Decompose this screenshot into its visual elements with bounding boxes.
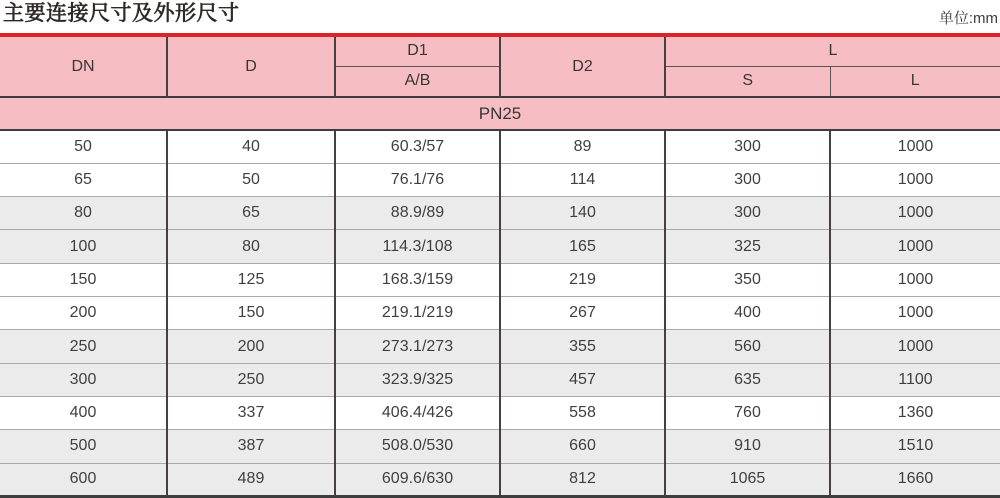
cell-d1: 76.1/76 <box>335 163 500 196</box>
cell-d: 337 <box>167 397 335 430</box>
cell-s: 300 <box>665 163 830 196</box>
cell-dn: 500 <box>0 430 167 463</box>
table-body <box>0 130 1000 497</box>
cell-l: 1000 <box>830 263 1000 296</box>
cell-d: 125 <box>167 263 335 296</box>
cell-l: 1000 <box>830 330 1000 363</box>
pressure-class-row <box>0 97 1000 130</box>
col-header-d: D <box>167 35 335 97</box>
cell-d2: 812 <box>500 463 665 496</box>
cell-d: 40 <box>167 130 335 163</box>
cell-s: 300 <box>665 130 830 163</box>
cell-l: 1000 <box>830 297 1000 330</box>
cell-d: 489 <box>167 463 335 496</box>
cell-d1: 88.9/89 <box>335 197 500 230</box>
col-header-dn: DN <box>0 35 167 97</box>
cell-s: 300 <box>665 197 830 230</box>
table-row <box>0 397 1000 430</box>
cell-d: 150 <box>167 297 335 330</box>
table-row <box>0 197 1000 230</box>
cell-d1: 114.3/108 <box>335 230 500 263</box>
cell-d1: 168.3/159 <box>335 263 500 296</box>
cell-d2: 267 <box>500 297 665 330</box>
cell-d1: 609.6/630 <box>335 463 500 496</box>
page-header <box>0 0 1000 33</box>
cell-dn: 150 <box>0 263 167 296</box>
cell-dn: 65 <box>0 163 167 196</box>
cell-d1: 323.9/325 <box>335 363 500 396</box>
cell-d1: 406.4/426 <box>335 397 500 430</box>
table-row <box>0 330 1000 363</box>
cell-d1: 60.3/57 <box>335 130 500 163</box>
page-title: 主要连接尺寸及外形尺寸 <box>3 2 240 25</box>
cell-dn: 250 <box>0 330 167 363</box>
cell-d: 387 <box>167 430 335 463</box>
cell-d2: 140 <box>500 197 665 230</box>
cell-d2: 219 <box>500 263 665 296</box>
cell-s: 910 <box>665 430 830 463</box>
table-header <box>0 35 1000 130</box>
cell-l: 1100 <box>830 363 1000 396</box>
cell-d2: 355 <box>500 330 665 363</box>
col-header-l-group: L <box>665 35 1000 66</box>
cell-d: 50 <box>167 163 335 196</box>
cell-s: 325 <box>665 230 830 263</box>
pressure-class-label: PN25 <box>0 97 1000 130</box>
cell-d: 200 <box>167 330 335 363</box>
dimensions-table <box>0 33 1000 498</box>
cell-dn: 100 <box>0 230 167 263</box>
cell-s: 1065 <box>665 463 830 496</box>
cell-d: 250 <box>167 363 335 396</box>
cell-dn: 200 <box>0 297 167 330</box>
col-header-d1: D1 <box>335 35 500 66</box>
cell-dn: 400 <box>0 397 167 430</box>
cell-dn: 600 <box>0 463 167 496</box>
table-row <box>0 130 1000 163</box>
cell-d2: 114 <box>500 163 665 196</box>
cell-dn: 50 <box>74 137 92 155</box>
col-header-d2: D2 <box>500 35 665 97</box>
table-row <box>0 230 1000 263</box>
cell-s: 350 <box>665 263 830 296</box>
table-row <box>0 430 1000 463</box>
cell-l: 1000 <box>830 163 1000 196</box>
col-header-l: L <box>830 66 1000 97</box>
cell-d1: 508.0/530 <box>335 430 500 463</box>
cell-dn: 80 <box>0 197 167 230</box>
cell-l: 1000 <box>830 130 1000 163</box>
cell-l: 1510 <box>830 430 1000 463</box>
table-row <box>0 463 1000 496</box>
cell-d2: 660 <box>500 430 665 463</box>
cell-d1: 219.1/219 <box>335 297 500 330</box>
cell-d2: 165 <box>500 230 665 263</box>
cell-d1: 273.1/273 <box>335 330 500 363</box>
cell-s: 560 <box>665 330 830 363</box>
cell-s: 635 <box>665 363 830 396</box>
cell-l: 1660 <box>830 463 1000 496</box>
table-row <box>0 163 1000 196</box>
unit-label: 单位:mm <box>938 10 998 27</box>
col-header-ab: A/B <box>335 66 500 97</box>
cell-s: 760 <box>665 397 830 430</box>
cell-l: 1000 <box>830 197 1000 230</box>
cell-d2: 89 <box>500 130 665 163</box>
table-row <box>0 297 1000 330</box>
cell-l: 1360 <box>830 397 1000 430</box>
cell-d2: 558 <box>500 397 665 430</box>
cell-l: 1000 <box>830 230 1000 263</box>
col-header-s: S <box>665 66 830 97</box>
cell-dn: 300 <box>0 363 167 396</box>
table-row <box>0 263 1000 296</box>
cell-d2: 457 <box>500 363 665 396</box>
table-row <box>0 363 1000 396</box>
header-row-top <box>0 35 1000 66</box>
cell-s: 400 <box>665 297 830 330</box>
cell-d: 65 <box>167 197 335 230</box>
cell-d: 80 <box>167 230 335 263</box>
